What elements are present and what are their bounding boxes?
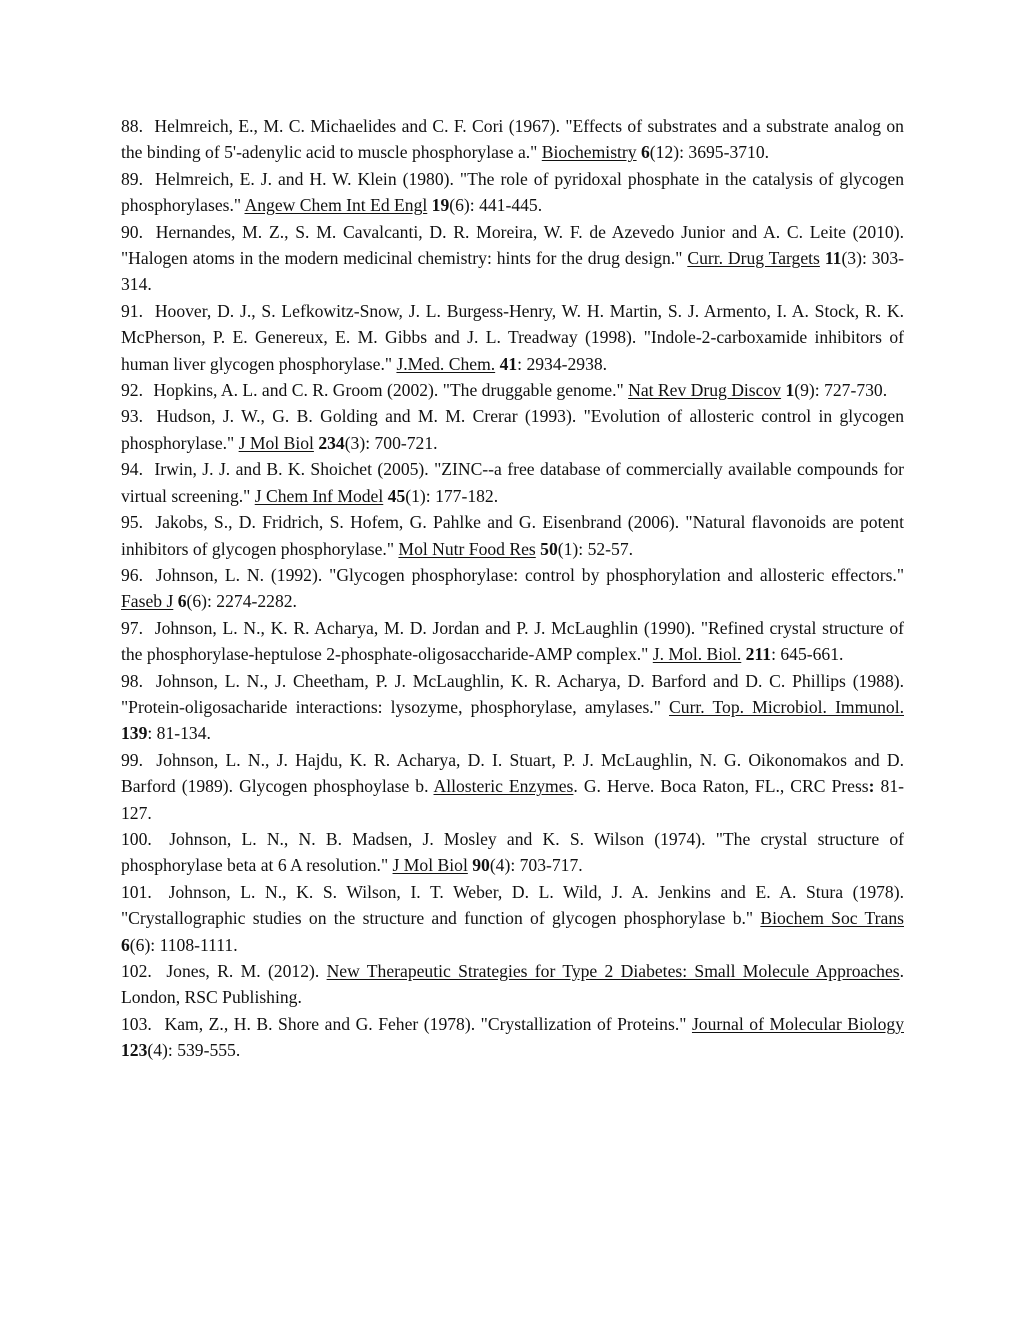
reference-pages: (6): 2274-2282. (186, 591, 297, 612)
reference-colon: : (868, 776, 875, 797)
reference-item (121, 509, 904, 562)
reference-journal: J Mol Biol (392, 855, 468, 876)
reference-journal: Faseb J (121, 591, 174, 612)
reference-title: "Evolution of allosteric control in glycogen phosphorylase." (121, 406, 905, 453)
reference-item (121, 958, 904, 1011)
reference-publisher: . G. Herve. Boca Raton, FL., CRC Press (573, 776, 869, 797)
reference-pages: (6): 1108-1111. (129, 934, 238, 955)
reference-authors: Kam, Z., H. B. Shore and G. Feher (1978). (164, 1013, 476, 1034)
reference-number: 94. (121, 459, 143, 480)
reference-title: "The crystal structure of phosphorylase beta at 6 A resolution." (121, 828, 904, 876)
reference-volume: 11 (824, 248, 842, 269)
reference-item (121, 668, 904, 747)
reference-publisher: . London, RSC Publishing. (121, 961, 905, 1008)
reference-item (121, 747, 904, 826)
reference-item (121, 826, 904, 879)
reference-authors: Johnson, L. N. (1992). (155, 564, 323, 585)
reference-title: "Glycogen phosphorylase: control by phosphorylation and allosteric effectors." (329, 564, 904, 585)
reference-authors: Johnson, L. N., J. Cheetham, P. J. McLaughlin, K. R. Acharya, D. Barford and D. C. Phillips (1988). (155, 670, 905, 691)
reference-item (121, 456, 904, 509)
reference-authors: Helmreich, E. J. and H. W. Klein (1980). (155, 168, 454, 189)
reference-authors: Johnson, L. N., K. S. Wilson, I. T. Weber, D. L. Wild, J. A. Jenkins and E. A. Stura (1978). (168, 881, 904, 902)
reference-authors: Johnson, L. N., K. R. Acharya, M. D. Jordan and P. J. McLaughlin (1990). (154, 617, 696, 638)
reference-book-title: Allosteric Enzymes (433, 776, 574, 797)
reference-number: 99. (121, 749, 143, 770)
reference-pages: : 81-134. (147, 723, 211, 744)
reference-number: 103. (121, 1013, 152, 1034)
reference-number: 98. (121, 670, 143, 691)
reference-title: "Protein-oligosacharide interactions: lysozyme, phosphorylase, amylases." (121, 696, 661, 717)
reference-pages: (3): 303-314. (121, 248, 905, 295)
reference-pages: (4): 703-717. (489, 855, 583, 876)
reference-list (121, 113, 904, 1064)
reference-pages: (6): 441-445. (449, 195, 543, 216)
reference-number: 95. (121, 512, 143, 533)
reference-volume: 90 (472, 855, 490, 876)
reference-title: "ZINC--a free database of commercially available compounds for virtual screening." (121, 459, 904, 506)
reference-journal: J. Mol. Biol. (652, 644, 742, 665)
reference-item (121, 615, 904, 668)
reference-number: 101. (121, 881, 152, 902)
reference-pages: 81-127. (121, 776, 904, 823)
reference-item (121, 219, 904, 298)
reference-authors: Johnson, L. N., N. B. Madsen, J. Mosley and K. S. Wilson (1974). (169, 828, 706, 849)
reference-item (121, 298, 904, 377)
reference-number: 97. (121, 617, 143, 638)
reference-volume: 50 (540, 538, 558, 559)
reference-title: "The role of pyridoxal phosphate in the catalysis of glycogen phosphorylases." (121, 168, 905, 216)
reference-volume: 6 (121, 934, 130, 955)
reference-journal: Mol Nutr Food Res (398, 538, 536, 559)
reference-number: 89. (121, 168, 143, 189)
reference-item (121, 377, 904, 403)
reference-volume: 211 (745, 644, 772, 665)
reference-authors: Hudson, J. W., G. B. Golding and M. M. Crerar (1993). (156, 406, 577, 427)
reference-volume: 123 (121, 1040, 148, 1061)
reference-volume: 41 (499, 353, 518, 374)
reference-volume: 139 (121, 723, 148, 744)
reference-journal: Angew Chem Int Ed Engl (244, 195, 428, 216)
reference-journal: Curr. Drug Targets (687, 248, 820, 269)
reference-journal: Biochemistry (541, 142, 637, 163)
reference-title: "Crystallization of Proteins." (480, 1013, 687, 1034)
reference-volume: 6 (177, 591, 187, 612)
reference-pages: (12): 3695-3710. (649, 142, 770, 163)
reference-number: 90. (121, 221, 143, 242)
reference-title: "Halogen atoms in the modern medicinal chemistry: hints for the drug design." (121, 248, 683, 269)
reference-authors: Irwin, J. J. and B. K. Shoichet (2005). (154, 459, 429, 480)
reference-number: 88. (121, 116, 143, 136)
reference-number: 102. (121, 961, 152, 981)
reference-title: "The druggable genome." (442, 380, 624, 401)
reference-item (121, 1011, 904, 1064)
reference-volume: 234 (318, 432, 345, 453)
reference-volume: 6 (641, 142, 650, 163)
reference-item (121, 113, 904, 166)
reference-title: Glycogen phosphoylase b. (239, 776, 429, 797)
reference-authors: Jones, R. M. (2012). (166, 961, 320, 981)
reference-authors: Hoover, D. J., S. Lefkowitz-Snow, J. L. Burgess-Henry, W. H. Martin, S. J. Armento, I. A. Stock, R. K. McPherson, P. E. Genereux, E. M. Gibbs and J. L. Treadway (1998). (121, 300, 904, 348)
reference-pages: : 2934-2938. (517, 353, 608, 374)
reference-pages: (1): 177-182. (405, 485, 499, 506)
reference-title: "Refined crystal structure of the phosphorylase-heptulose 2-phosphate-oligosaccharide-AMP complex." (121, 617, 904, 665)
reference-journal: J.Med. Chem. (396, 353, 496, 374)
reference-item (121, 562, 904, 615)
reference-number: 100. (121, 828, 152, 849)
reference-volume: 19 (431, 195, 450, 216)
reference-pages: (1): 52-57. (557, 538, 634, 559)
reference-title: "Crystallographic studies on the structure and function of glycogen phosphorylase b." (121, 908, 754, 929)
reference-pages: (3): 700-721. (344, 432, 438, 453)
reference-title: "Effects of substrates and a substrate analog on the binding of 5'-adenylic acid to muscle phosphorylase a." (121, 116, 904, 163)
reference-journal: Nat Rev Drug Discov (628, 380, 782, 401)
reference-pages: (9): 727-730. (794, 380, 888, 401)
reference-item (121, 879, 904, 958)
reference-authors: Hernandes, M. Z., S. M. Cavalcanti, D. R. Moreira, W. F. de Azevedo Junior and A. C. Leite (2010). (155, 221, 904, 242)
reference-number: 93. (121, 406, 143, 427)
reference-number: 92. (121, 380, 143, 401)
reference-journal: J Mol Biol (238, 432, 314, 453)
reference-book-title: New Therapeutic Strategies for Type 2 Diabetes: Small Molecule Approaches (326, 961, 900, 981)
reference-journal: Curr. Top. Microbiol. Immunol. (669, 696, 904, 717)
reference-volume: 45 (387, 485, 406, 506)
reference-number: 96. (121, 564, 143, 585)
reference-journal: J Chem Inf Model (254, 485, 384, 506)
reference-authors: Johnson, L. N., J. Hajdu, K. R. Acharya, D. I. Stuart, P. J. McLaughlin, N. G. Oikonomakos and D. Barford (1989). (121, 749, 904, 797)
reference-authors: Helmreich, E., M. C. Michaelides and C. F. Cori (1967). (154, 116, 560, 136)
reference-volume: 1 (785, 380, 795, 401)
reference-pages: : 645-661. (771, 644, 844, 665)
reference-number: 91. (121, 300, 143, 321)
reference-authors: Jakobs, S., D. Fridrich, S. Hofem, G. Pahlke and G. Eisenbrand (2006). (155, 512, 680, 533)
reference-pages: (4): 539-555. (147, 1040, 241, 1061)
reference-item (121, 403, 904, 456)
reference-item (121, 166, 904, 219)
reference-title: "Indole-2-carboxamide inhibitors of human liver glycogen phosphorylase." (121, 327, 904, 374)
reference-authors: Hopkins, A. L. and C. R. Groom (2002). (153, 380, 439, 401)
reference-journal: Biochem Soc Trans (760, 908, 904, 929)
reference-journal: Journal of Molecular Biology (691, 1013, 904, 1034)
reference-title: "Natural flavonoids are potent inhibitors of glycogen phosphorylase." (121, 512, 904, 559)
